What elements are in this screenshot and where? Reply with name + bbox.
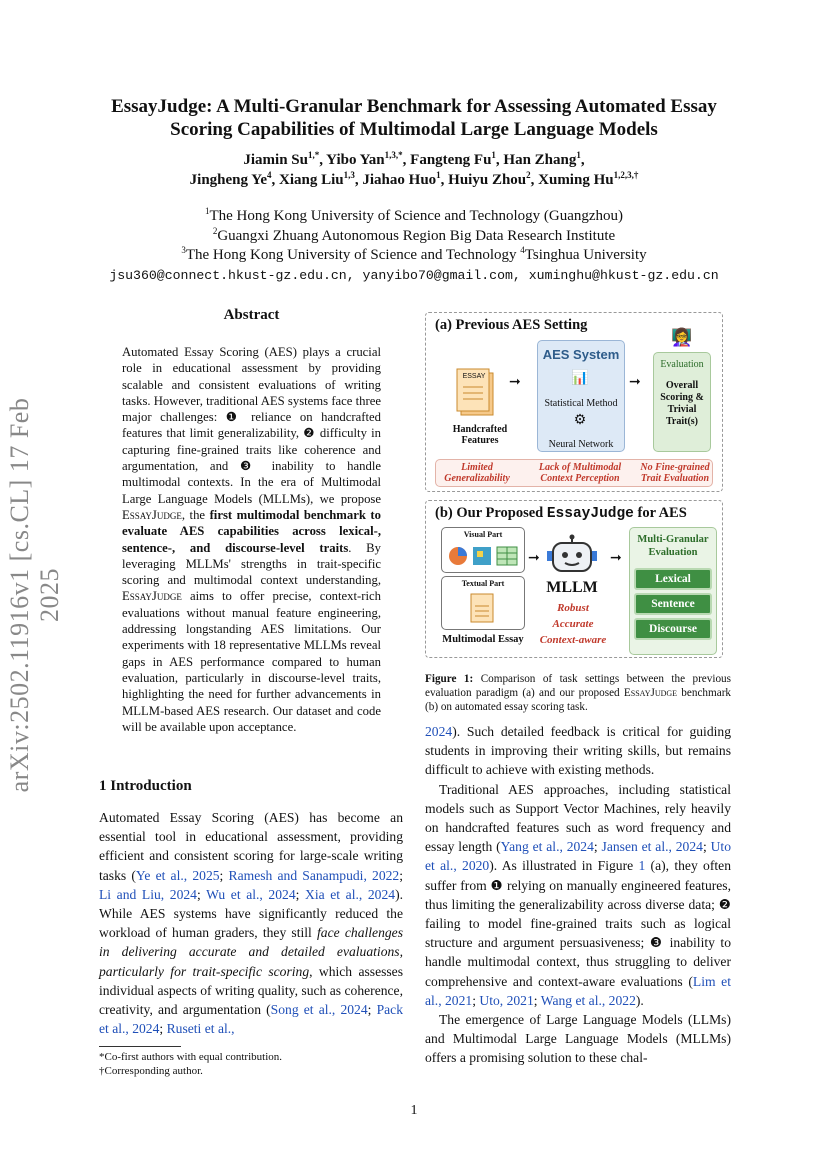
title-line-2: Scoring Capabilities of Multimodal Large Language Models [170,119,658,140]
author-emails: jsu360@connect.hkust-gz.edu.cn, yanyibo70@gmail.com, xuminghu@hkust-gz.edu.cn [109,267,719,283]
author-list [60,150,768,190]
neural-network-icon: ⚙ [573,413,587,428]
mllm-label: MLLM [546,579,598,596]
arrow-right-icon: ➞ [509,375,521,390]
accurate-label: Accurate [552,618,594,630]
limitation-multimodal: Lack of Multimodal Context Perception [538,462,622,484]
teacher-icon: 👩‍🏫 [671,328,693,347]
panel-b-title: (b) Our Proposed EssayJudge for AES [435,505,687,522]
bar-chart-icon: 📊 [571,371,589,386]
section-heading-introduction: 1 Introduction [99,778,192,794]
arrow-right-icon-2: ➞ [629,375,641,390]
limitation-fine-grained: No Fine-grained Trait Evaluation [640,462,710,484]
textual-part-label: Textual Part [461,579,505,588]
evaluation-title: Evaluation [660,359,704,370]
arrow-right-icon-3: ➞ [528,551,540,566]
abstract-body: Automated Essay Scoring (AES) plays a crucial role in educational assessment by providing scalable and consistent evaluations of writing tasks. However, traditional AES systems face three major challenges: ❶ reliance on handcrafted features that limit generalizability, ❷ difficulty in capturing fine-grained traits like coherence and argumentation, and ❸ inability to handle multimodal contexts. In the era of Multimodal Large Language Models (MLLMs), we propose EssayJudge, the first multimodal benchmark to evaluate AES capabilities across lexical-, sentence-, and discourse-level traits. By leveraging MLLMs' strengths in trait-specific scoring and multimodal context understanding, EssayJudge aims to offer precise, context-rich evaluations without manual feature engineering, addressing longstanding AES limitations. Our experiments with 18 representative MLLMs reveal gaps in AES performance compared to human evaluation, particularly in discourse-level traits, highlighting the need for further advancements in MLLM-based AES research. Our dataset and code will be available upon acceptance. [122,345,381,734]
neural-network-label: Neural Network [548,439,614,450]
context-aware-label: Context-aware [539,634,607,646]
affiliation-2: $^2$Guangxi Zhuang Autonomous Region Big Data Research Institute [212,225,616,244]
footnote-2: †Corresponding author. [99,1065,203,1077]
right-paragraph-2: Traditional AES approaches, including statistical models such as Support Vector Machines, rely heavily on handcrafted features such as word frequency and essay length (Yang et al., 2024; Jansen et al., 2024; Uto et al., 2020). As illustrated in Figure 1 (a), they often suffer from ❶ relying on manually engineered features, thus limiting the generalizability across diverse data; ❷ failing to model fine-grained traits such as logical structure and argument persuasiveness; ❸ inability to handle multimodal context, thus struggling to deliver comprehensive and context-aware evaluations (Lim et al., 2021; Uto, 2021; Wang et al., 2022). [425,781,731,1008]
limitation-generalizability: Limited Generalizability [444,462,510,484]
intro-paragraph: Automated Essay Scoring (AES) has become an essential tool in educational assessment, providing efficient and consistent scoring for large-scale writing tasks (Ye et al., 2025; Ramesh and Sanampudi, 2022; Li and Liu, 2024; Wu et al., 2024; Xia et al., 2024). While AES systems have significantly reduced the workload of human graders, they still face challenges in delivering accurate and detailed evaluations, particularly for trait-specific scoring, which assesses individual aspects of writing quality, such as coherence, creativity, and argumentation (Song et al., 2024; Pack et al., 2024; Ruseti et al., [99,810,404,1037]
chart-images-icon [447,544,521,568]
aes-system-title: AES System [542,347,620,362]
essay-icon-label: ESSAY [462,373,486,380]
overall-scoring-label: Overall Scoring & Trivial Trait(s) [660,380,704,427]
right-paragraph-1: 2024). Such detailed feedback is critical for guiding students in improving their writing skills, but remains difficult to achieve with existing methods. [425,724,731,778]
multimodal-essay-label: Multimodal Essay [442,634,524,645]
page-number: 1 [410,1103,418,1118]
essay-text-icon [469,592,497,626]
affiliation-1: $^1$The Hong Kong University of Science and Technology (Guangzhou) [204,206,624,224]
title-line-1: EssayJudge: A Multi-Granular Benchmark for Assessing Automated Essay [111,96,717,117]
authors-line-1: Jiamin $Su^{1,*}$, Yibo Yan$^{1,3,*}$, Fangteng Fu$^1$, Han Zhang$^1$, [243,150,585,168]
footnote-1: *Co-first authors with equal contribution. [99,1051,282,1063]
handcrafted-features-label: Handcrafted Features [452,424,508,446]
multi-granular-title: Multi-Granular Evaluation [637,534,709,558]
discourse-level-badge: Discourse [634,618,712,640]
abstract-heading: Abstract [223,307,280,323]
affiliation-3: $^3$The Hong Kong University of Science and Technology $^4$Tsinghua University [181,245,647,263]
figure-caption: Figure 1: Comparison of task settings between the previous evaluation paradigm (a) and our proposed EssayJudge benchmark (b) on automated essay scoring task. [425,673,732,713]
arrow-right-icon-4: ➞ [610,551,622,566]
lexical-level-badge: Lexical [634,568,712,590]
robot-icon [545,534,599,578]
figure-1 [425,312,730,658]
panel-a-title: (a) Previous AES Setting [435,317,588,333]
footnotes [99,1050,403,1078]
robust-label: Robust [557,602,589,614]
paper-title [60,95,768,141]
right-paragraph-3: The emergence of Large Language Models (LLMs) and Multimodal Large Language Models (MLLMs) offers a promising solution to these chal- [425,1012,731,1066]
statistical-method-label: Statistical Method [544,398,618,409]
footnote-rule [99,1046,181,1047]
sentence-level-badge: Sentence [634,593,712,615]
affiliations [60,207,768,285]
authors-line-2: Jingheng Ye$^4$, Xiang Liu$^{1,3}$, Jiahao Huo$^1$, Huiyu Zhou$^2$, Xuming $Hu^{1,2,3,\dagger}$ [189,170,639,188]
visual-part-label: Visual Part [463,530,503,539]
right-column-text [425,722,731,1068]
arxiv-stamp: arXiv:2502.11916v1 [cs.CL] 17 Feb 2025 [5,397,64,793]
